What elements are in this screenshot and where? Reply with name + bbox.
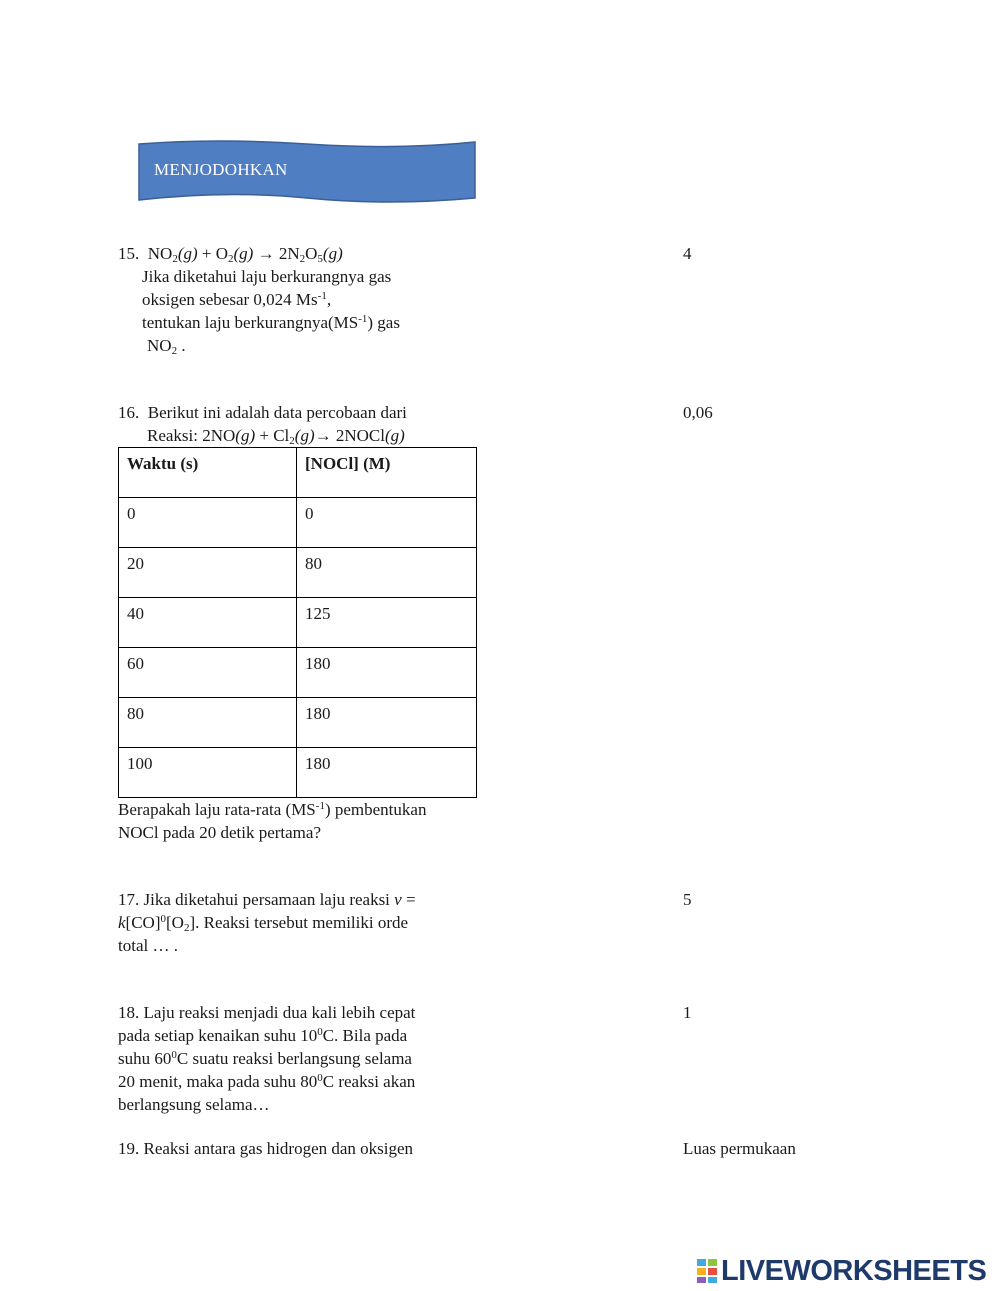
q18-line2: pada setiap kenaikan suhu $10^0C$. Bila pada bbox=[118, 1026, 408, 1045]
logo-blocks-icon bbox=[697, 1259, 717, 1283]
data-table bbox=[118, 447, 477, 798]
logo-text: LIVEWORKSHEETS bbox=[721, 1255, 987, 1287]
q18-line4: 20 menit, maka pada suhu $80^0C$ reaksi akan bbox=[118, 1072, 416, 1091]
q16-question-line1: Berapakah laju rata-rata $(MS^{-1})$ pembentukan bbox=[118, 800, 427, 819]
cell-waktu: 60 bbox=[119, 648, 297, 698]
q17-line1: 17. Jika diketahui persamaan laju reaksi v = bbox=[118, 890, 416, 909]
table-row bbox=[119, 498, 477, 548]
q15-line1: Jika diketahui laju berkurangnya gas bbox=[142, 267, 392, 286]
section-banner bbox=[137, 140, 477, 204]
answer-16[interactable]: 0,06 bbox=[683, 403, 713, 422]
q16-question bbox=[118, 798, 478, 844]
q18-line1: 18. Laju reaksi menjadi dua kali lebih cepat bbox=[118, 1003, 416, 1022]
cell-nocl: 125 bbox=[297, 598, 477, 648]
cell-waktu: 100 bbox=[119, 748, 297, 798]
answer-19[interactable]: Luas permukaan bbox=[683, 1139, 796, 1158]
question-19 bbox=[118, 1137, 478, 1160]
answer-15[interactable]: 4 bbox=[683, 244, 692, 263]
table-header-row bbox=[119, 448, 477, 498]
table-row bbox=[119, 598, 477, 648]
cell-waktu: 0 bbox=[119, 498, 297, 548]
cell-waktu: 80 bbox=[119, 698, 297, 748]
question-18 bbox=[118, 1001, 478, 1116]
q15-equation: 15. $NO_2(g) + O_2(g) \to 2N_2O_5(g)$ bbox=[118, 244, 343, 265]
q18-line3: suhu $60^0C$ suatu reaksi berlangsung selama bbox=[118, 1049, 412, 1068]
q19-line1: 19. Reaksi antara gas hidrogen dan oksigen bbox=[118, 1139, 414, 1158]
header-waktu: Waktu (s) bbox=[119, 448, 297, 498]
q16-line1: 16. Berikut ini adalah data percobaan dari bbox=[118, 403, 407, 422]
table-row bbox=[119, 648, 477, 698]
table-row bbox=[119, 548, 477, 598]
q17-line3: total … . bbox=[118, 936, 178, 955]
cell-nocl: 180 bbox=[297, 748, 477, 798]
question-16 bbox=[118, 401, 478, 447]
q15-line2: oksigen sebesar 0,024 $Ms^{-1}$, bbox=[142, 290, 332, 309]
table-row bbox=[119, 748, 477, 798]
q16-reaction: Reaksi: $2NO(g) + Cl_2(g)\to$ 2NOCl(g) bbox=[147, 426, 405, 447]
cell-nocl: 180 bbox=[297, 648, 477, 698]
table-row bbox=[119, 698, 477, 748]
banner-label: MENJODOHKAN bbox=[154, 160, 288, 179]
answer-17[interactable]: 5 bbox=[683, 890, 692, 909]
q15-line3: tentukan laju $berkurangnya(MS^{-1})$ gas bbox=[142, 313, 400, 332]
cell-nocl: 80 bbox=[297, 548, 477, 598]
cell-nocl: 0 bbox=[297, 498, 477, 548]
q17-line2: $k[CO]^0[O_2]$. Reaksi tersebut memiliki orde bbox=[118, 913, 409, 934]
q15-line4: $NO_2$ . bbox=[147, 336, 186, 357]
cell-waktu: 40 bbox=[119, 598, 297, 648]
answer-18[interactable]: 1 bbox=[683, 1003, 692, 1022]
header-nocl: [NOCl] (M) bbox=[297, 448, 477, 498]
cell-waktu: 20 bbox=[119, 548, 297, 598]
question-15 bbox=[118, 242, 478, 357]
q16-question-line2: NOCl pada 20 detik pertama? bbox=[118, 823, 321, 842]
question-17 bbox=[118, 888, 478, 957]
cell-nocl: 180 bbox=[297, 698, 477, 748]
q18-line5: berlangsung selama… bbox=[118, 1095, 270, 1114]
